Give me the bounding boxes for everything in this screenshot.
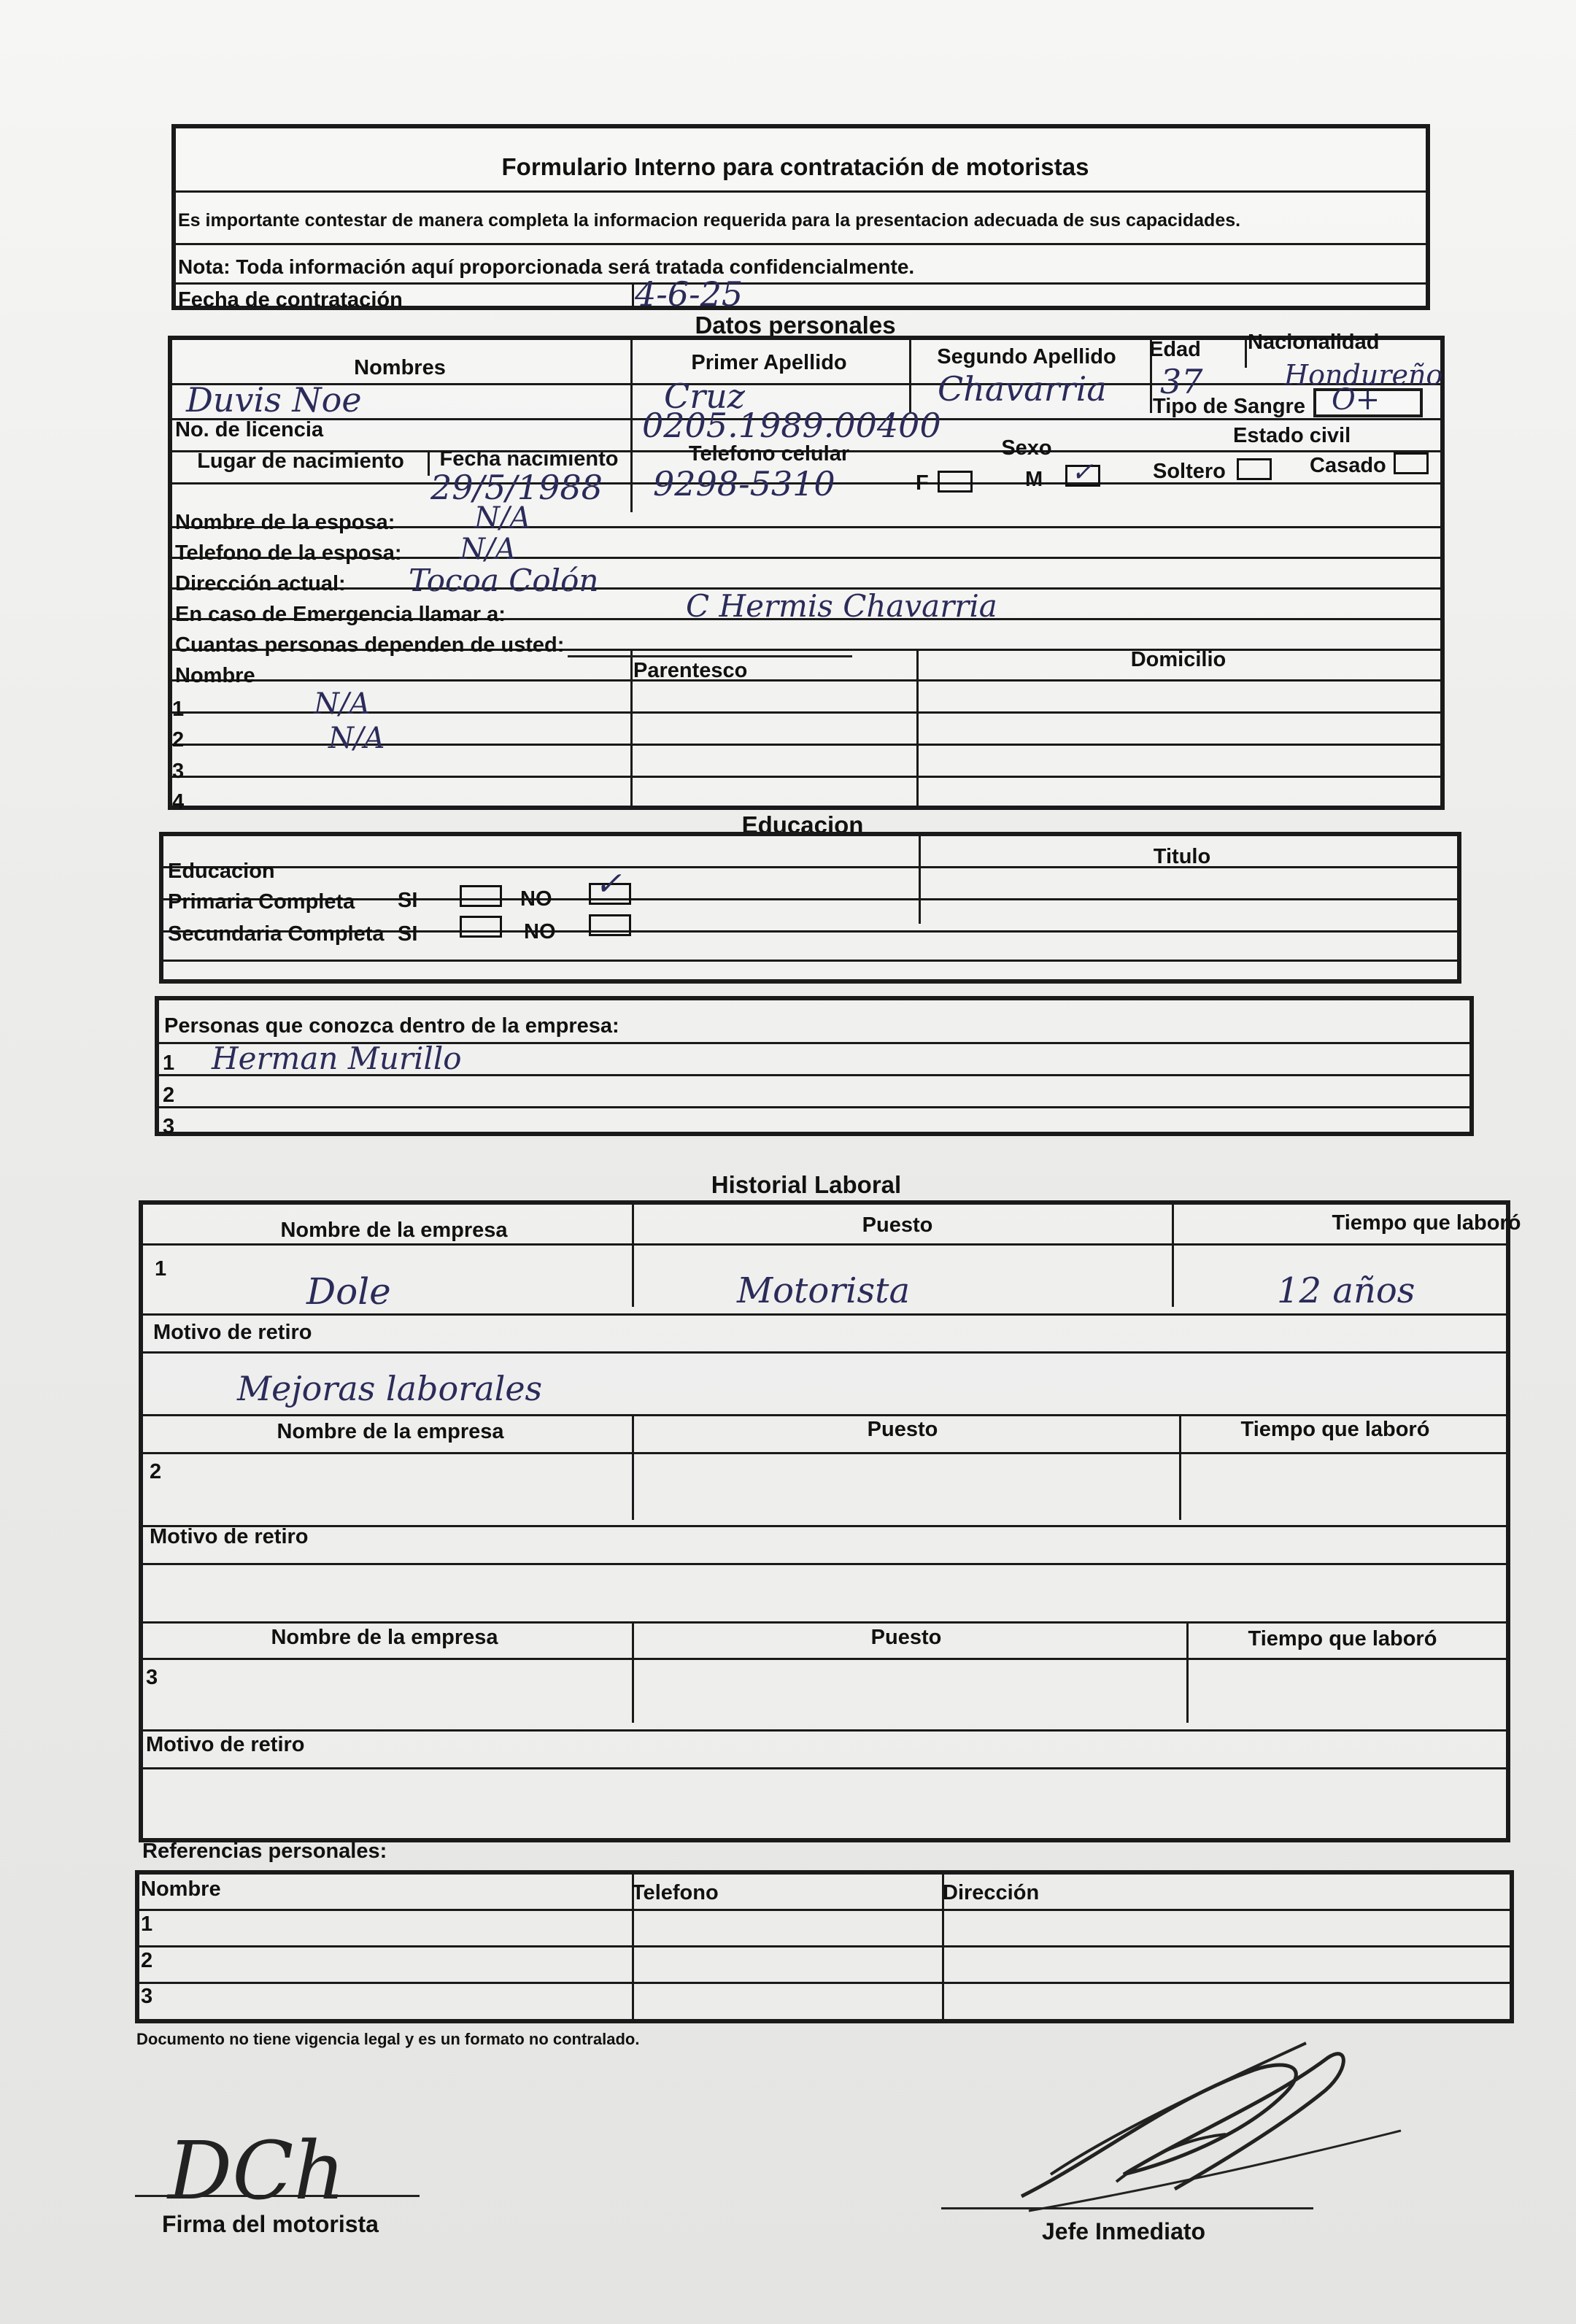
motivo-1-value: Mejoras laborales (237, 1369, 543, 1408)
primaria-no-label: NO (520, 887, 552, 911)
nombres-value: Duvis Noe (186, 380, 362, 420)
dep-row-number: 4 (172, 790, 185, 814)
edad-value: 37 (1160, 362, 1203, 401)
personas-row-number: 1 (163, 1051, 175, 1075)
dep-nombre-header: Nombre (175, 664, 255, 687)
fecha-nacimiento-value: 29/5/1988 (430, 468, 603, 507)
sexo-f-label: F (916, 471, 929, 495)
tiempo-2-header: Tiempo que laboró (1240, 1418, 1430, 1441)
emergencia-value: C Hermis Chavarria (686, 588, 997, 624)
esposa-value: N/A (474, 501, 531, 535)
dependen-label: Cuantas personas dependen de usted: (175, 633, 565, 657)
telefono-celular-value: 9298-5310 (653, 464, 835, 503)
motivo-2-label: Motivo de retiro (150, 1525, 309, 1548)
edad-label: Edad (1149, 338, 1201, 361)
referencias-label: Referencias personales: (142, 1839, 387, 1863)
motivo-3-label: Motivo de retiro (146, 1733, 305, 1756)
tiempo-3-header: Tiempo que laboró (1248, 1627, 1437, 1651)
personas-row-number: 3 (163, 1115, 175, 1138)
dep-row-number: 1 (172, 698, 185, 721)
firma-motorista-label: Firma del motorista (162, 2211, 379, 2237)
disclaimer: Documento no tiene vigencia legal y es un formato no contralado. (136, 2030, 640, 2048)
tel-esposa-label: Telefono de la esposa: (175, 541, 402, 565)
direccion-value: Tocoa Colón (409, 563, 599, 598)
personas-row-number: 2 (163, 1084, 175, 1107)
motivo-1-label: Motivo de retiro (153, 1321, 312, 1344)
ref-nombre-header: Nombre (141, 1877, 221, 1901)
nacionalidad-value: Hondureño (1284, 359, 1443, 391)
dep-name-value: N/A (328, 722, 385, 755)
ref-direccion-header: Dirección (943, 1881, 1040, 1904)
ref-telefono-header: Telefono (632, 1881, 719, 1904)
jefe-line (941, 2207, 1313, 2209)
segundo-apellido-label: Segundo Apellido (937, 345, 1116, 368)
educacion-header: Educacion (168, 860, 275, 883)
puesto-3-header: Puesto (870, 1626, 942, 1649)
sexo-f-checkbox[interactable] (938, 471, 973, 493)
estado-civil-label: Estado civil (1233, 424, 1351, 447)
empresa-2-header: Nombre de la empresa (277, 1420, 504, 1443)
primaria-no-check-mark: ✓ (595, 865, 622, 903)
soltero-checkbox[interactable] (1237, 458, 1272, 480)
telefono-celular-label: Telefono celular (688, 442, 850, 466)
primaria-si-label: SI (398, 889, 418, 912)
ref-row-number: 2 (141, 1949, 153, 1972)
empresa-1-value: Dole (306, 1270, 391, 1313)
direccion-label: Dirección actual: (175, 572, 346, 595)
jefe-label: Jefe Inmediato (1042, 2218, 1206, 2244)
dep-row-number: 3 (172, 760, 185, 783)
confidential-note: Nota: Toda información aquí proporcionada será tratada confidencialmente. (178, 255, 915, 278)
puesto-1-value: Motorista (737, 1270, 911, 1311)
historial-row-number: 2 (150, 1460, 162, 1483)
tipo-sangre-label: Tipo de Sangre (1153, 395, 1305, 418)
tipo-sangre-value: O+ (1332, 383, 1380, 417)
segundo-apellido-value: Chavarria (938, 369, 1107, 409)
sexo-label: Sexo (1001, 436, 1052, 460)
ref-row-number: 3 (141, 1985, 153, 2008)
secundaria-si-label: SI (398, 922, 418, 946)
fecha-nacimiento-label: Fecha nacimiento (439, 447, 619, 471)
historial-title: Historial Laboral (711, 1171, 902, 1198)
firma-motorista-signature: DCh (168, 2124, 346, 2217)
personas-label: Personas que conozca dentro de la empresa: (164, 1014, 619, 1038)
secundaria-si-checkbox[interactable] (460, 916, 502, 938)
primaria-si-checkbox[interactable] (460, 885, 502, 907)
historial-row-number: 3 (146, 1666, 158, 1689)
dependen-underline (568, 655, 852, 657)
casado-checkbox[interactable] (1394, 452, 1429, 474)
emergencia-label: En caso de Emergencia llamar a: (175, 603, 506, 626)
secundaria-no-checkbox[interactable] (589, 914, 631, 936)
referencias-table (135, 1870, 1514, 2023)
ref-row-number: 1 (141, 1912, 153, 1936)
educacion-title: Educacion (741, 811, 864, 838)
form-subtitle: Es importante contestar de manera completa la informacion requerida para la presentacion adecuada de sus capacidades. (178, 210, 1241, 231)
soltero-label: Soltero (1153, 460, 1226, 483)
licencia-value: 0205.1989.00400 (642, 406, 941, 445)
puesto-1-header: Puesto (862, 1213, 933, 1237)
historial-row-number: 1 (155, 1257, 167, 1281)
dep-parentesco-header: Parentesco (633, 659, 748, 682)
form-title: Formulario Interno para contratación de motoristas (501, 153, 1089, 180)
fecha-contratacion-value: 4-6-25 (635, 274, 743, 314)
primer-apellido-label: Primer Apellido (691, 351, 847, 374)
lugar-nacimiento-label: Lugar de nacimiento (197, 449, 404, 473)
dep-domicilio-header: Domicilio (1130, 648, 1227, 671)
titulo-header: Titulo (1153, 845, 1211, 868)
secundaria-no-label: NO (524, 920, 556, 943)
nombres-label: Nombres (354, 356, 446, 379)
licencia-label: No. de licencia (175, 418, 324, 441)
sexo-m-check-mark: ✓ (1071, 458, 1094, 487)
jefe-signature-scribble (1007, 2014, 1415, 2240)
dep-name-value: N/A (314, 687, 371, 721)
dep-row-number: 2 (172, 728, 185, 752)
tiempo-1-header: Tiempo que laboró (1332, 1211, 1521, 1235)
esposa-label: Nombre de la esposa: (175, 511, 395, 534)
nacionalidad-label: Nacionalidad (1248, 331, 1380, 354)
fecha-contratacion-label: Fecha de contratación (178, 288, 403, 312)
primaria-label: Primaria Completa (168, 890, 355, 914)
datos-personales-title: Datos personales (695, 312, 896, 339)
primer-apellido-value: Cruz (664, 377, 746, 416)
secundaria-label: Secundaria Completa (168, 922, 385, 946)
sexo-m-label: M (1025, 468, 1043, 491)
puesto-2-header: Puesto (867, 1418, 938, 1441)
empresa-3-header: Nombre de la empresa (271, 1626, 498, 1649)
tel-esposa-value: N/A (460, 533, 517, 566)
tiempo-1-value: 12 años (1277, 1270, 1415, 1311)
empresa-1-header: Nombre de la empresa (280, 1219, 508, 1242)
firma-motorista-line (135, 2195, 420, 2197)
casado-label: Casado (1310, 454, 1386, 477)
persona-1-value: Herman Murillo (212, 1041, 462, 1076)
